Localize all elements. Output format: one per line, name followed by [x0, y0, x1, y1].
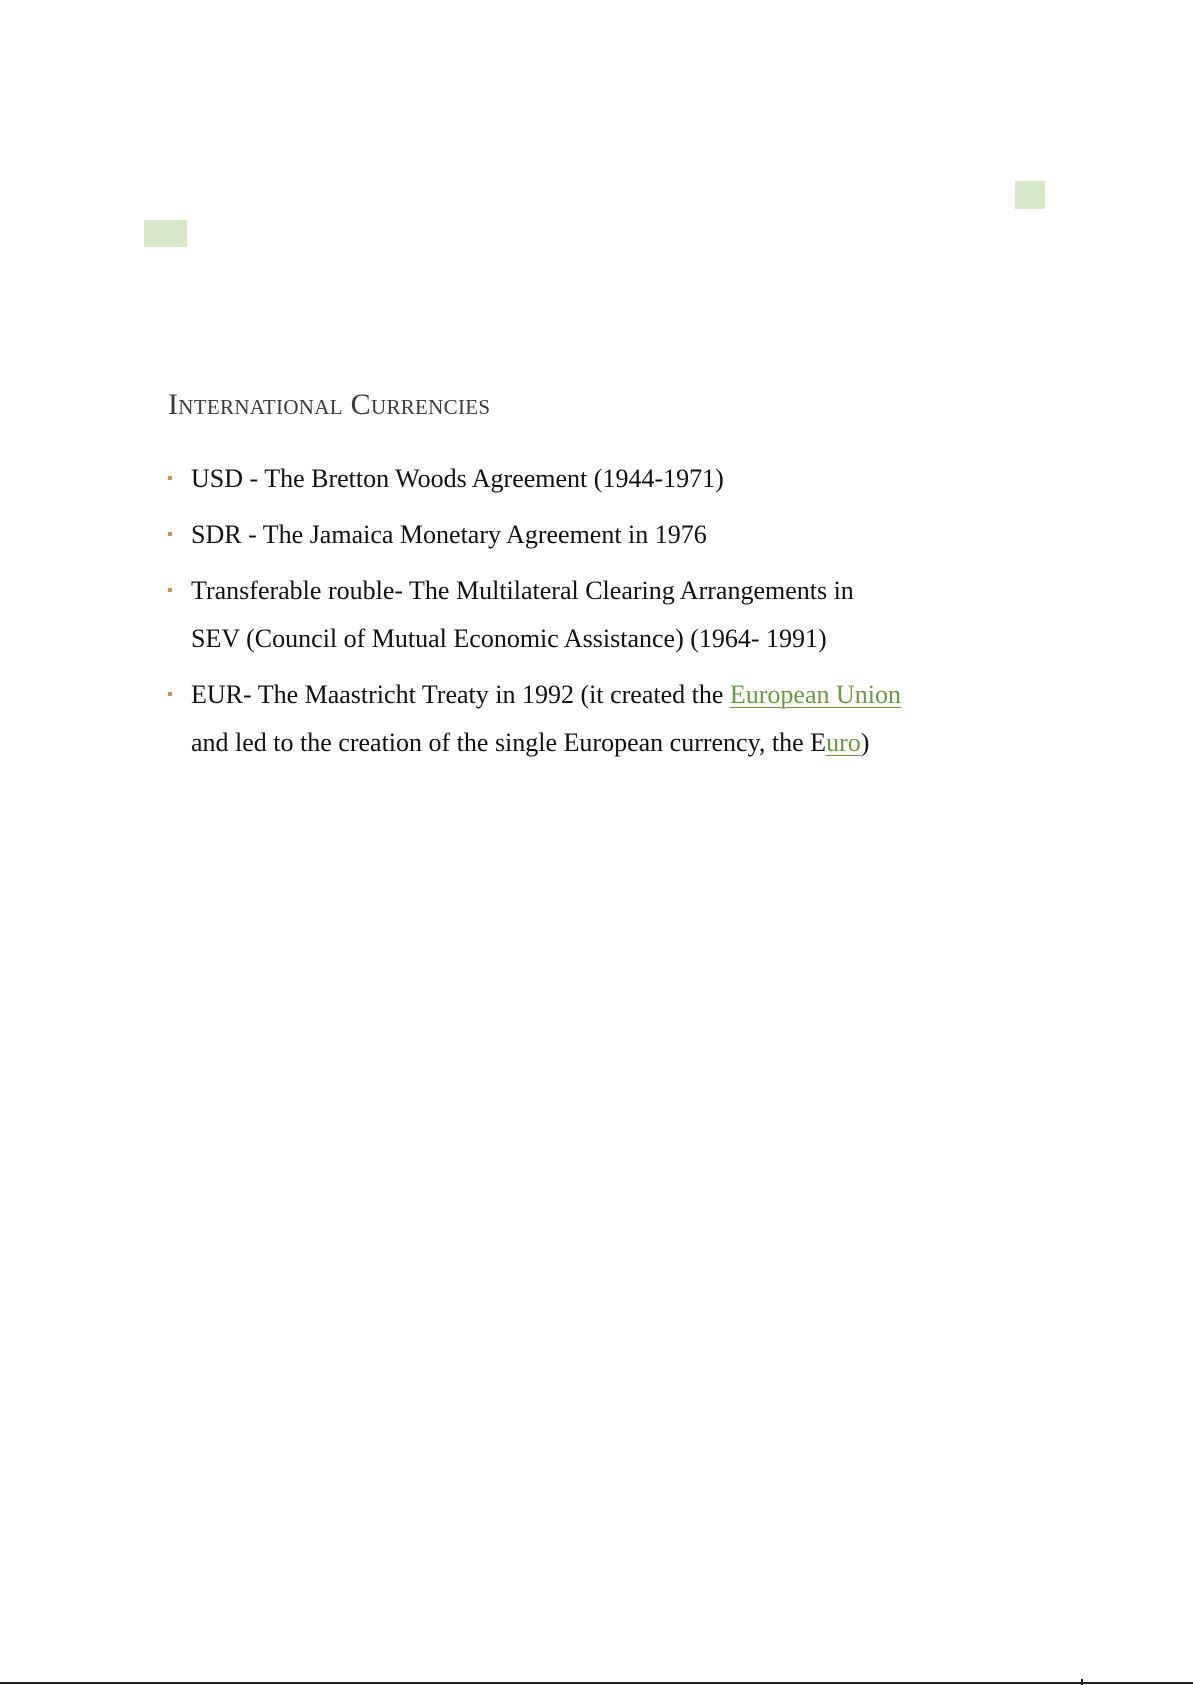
bottom-tick — [1081, 1679, 1083, 1685]
list-item-transferable-rouble — [166, 567, 906, 663]
list-item-text: SDR - The Jamaica Monetary Agreement in 1976 — [191, 520, 707, 549]
bullet-icon — [168, 476, 172, 480]
bullet-icon — [168, 532, 172, 536]
list-item-sdr — [166, 511, 906, 559]
decorative-square-top-right — [1015, 181, 1045, 209]
euro-link[interactable]: uro — [826, 728, 861, 757]
european-union-link[interactable]: European Union — [729, 680, 902, 709]
list-item-usd — [166, 455, 906, 503]
currency-list — [166, 455, 906, 767]
bullet-icon — [168, 692, 172, 696]
list-item-text: Transferable rouble- The Multilateral Clearing Arrangements in SEV (Council of Mutual Economic Assistance) (1964- 1991) — [191, 576, 854, 653]
list-item-text-part3: ) — [860, 728, 870, 757]
decorative-square-left — [144, 220, 187, 247]
list-item-eur — [166, 671, 906, 767]
list-item-text: USD - The Bretton Woods Agreement (1944-1971) — [191, 464, 724, 493]
list-item-text-part2: and led to the creation of the single European currency, the E — [191, 728, 827, 757]
page-title: International Currencies — [168, 388, 491, 421]
bullet-icon — [168, 588, 172, 592]
list-item-text-part1: EUR- The Maastricht Treaty in 1992 (it created the — [191, 680, 730, 709]
bottom-rule — [0, 1682, 1193, 1684]
